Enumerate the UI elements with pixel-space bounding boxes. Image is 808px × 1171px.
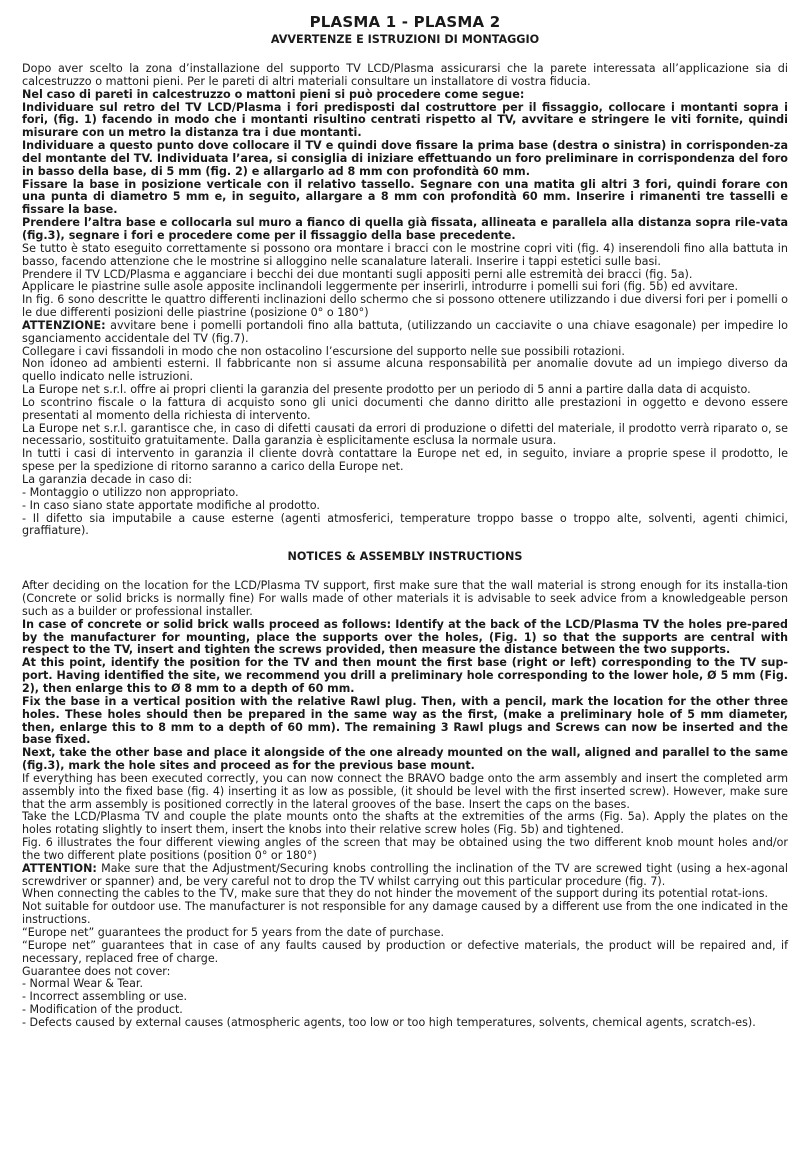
italian-paragraph-text: Se tutto è stato eseguito correttamente si possono ora montare i bracci con le mostrine copri viti (fig. 4) inserendoli fino alla battuta in basso, facendo attenzione che le mostrine si alloggino nelle scanalature laterali. Inserire i tappi estetici sulle basi. (22, 241, 788, 268)
italian-paragraph-text: La Europe net s.r.l. offre ai propri clienti la garanzia del presente prodotto per un periodo di 5 anni a partire dalla data di acquisto. (22, 383, 751, 397)
english-section (22, 549, 788, 1030)
italian-warning-label: ATTENZIONE: (22, 318, 106, 332)
italian-paragraph (22, 140, 788, 179)
english-paragraph (22, 901, 788, 927)
italian-paragraph-text: Lo scontrino fiscale o la fattura di acquisto sono gli unici documenti che danno diritto alle prestazioni in oggetto e devono essere presentati al momento della richiesta di intervento. (22, 395, 788, 422)
italian-paragraph (22, 397, 788, 423)
english-paragraph-text: “Europe net” guarantees the product for 5 years from the date of purchase. (22, 926, 444, 939)
italian-paragraph-text: - In caso siano state apportate modifiche al prodotto. (22, 498, 320, 512)
english-paragraph (22, 1017, 788, 1030)
english-warning-label: ATTENTION: (22, 861, 97, 875)
english-paragraph (22, 837, 788, 863)
italian-paragraph-text: La Europe net s.r.l. garantisce che, in caso di difetti causati da errori di produzione o difetti del materiale, il prodotto verrà riparato o, se necessario, sostituito gratuitamente. Dalla garanzia è esplicitamente esclusa la normale usura. (22, 421, 788, 448)
italian-paragraph (22, 320, 788, 346)
english-paragraph-text: Not suitable for outdoor use. The manufacturer is not responsible for any damage caused by a different use from the one indicated in the instructions. (22, 900, 788, 927)
english-paragraph-text: “Europe net” guarantees that in case of any faults caused by production or defective materials, the product will be repaired and, if necessary, replaced free of charge. (22, 938, 788, 965)
italian-paragraph-text: Applicare le piastrine sulle asole apposite inclinandoli leggermente per inserirli, introdurre i pomelli sui fori (fig. 5b) ed avvitare. (22, 280, 739, 294)
italian-paragraph-text: avvitare bene i pomelli portandoli fino alla battuta, (utilizzando un cacciavite o una chiave esagonale) per impedire lo sganciamento accidentale del TV (fig.7). (22, 318, 788, 345)
english-paragraph-text: Guarantee does not cover: (22, 964, 171, 978)
italian-paragraph-text: Fissare la base in posizione verticale con il relativo tassello. Segnare con una matita gli altri 3 fori, quindi forare con una punta di diametro 5 mm e, in seguito, allargare a 8 mm con profondità 60 mm. Inserire i rimanenti tre tasselli e fissare la base. (22, 177, 788, 217)
italian-paragraph-text: Collegare i cavi fissandoli in modo che non ostacolino l’escursione del supporto nelle sue possibili rotazioni. (22, 344, 625, 358)
italian-paragraph (22, 358, 788, 384)
italian-section (22, 32, 788, 538)
english-paragraph (22, 696, 788, 747)
italian-paragraph-text: Individuare a questo punto dove collocare il TV e quindi dove fissare la prima base (destra o sinistra) in corrisponden-za del montante del TV. Individuata l’area, si consiglia di iniziare effettuando un foro preliminare in corrispondenza del foro in basso della base, di 5 mm (fig. 2) e allargarlo ad 8 mm con profondità 60 mm. (22, 139, 788, 178)
italian-paragraph-text: Dopo aver scelto la zona d’installazione del supporto TV LCD/Plasma assicurarsi che la parete interessata all’applicazione sia di calcestruzzo o mattoni pieni. Per le pareti di altri materiali consultare un installatore di vostra fiducia. (22, 62, 788, 88)
italian-paragraph-text: Prendere l’altra base e collocarla sul muro a fianco di quella già fissata, allineata e parallela alla distanza sopra rile-vata (fig.3), segnare i fori e procedere come per il fissaggio della base precedente. (22, 216, 788, 242)
english-paragraph-text: After deciding on the location for the LCD/Plasma TV support, first make sure that the wall material is strong enough for its installa-tion (Concrete or solid bricks is normally fine) For walls made of other materials it is advisable to seek advice from a knowledgeable person such as a builder or professional installer. (22, 579, 788, 618)
italian-paragraph-text: Nel caso di pareti in calcestruzzo o mattoni pieni si può procedere come segue: (22, 87, 525, 101)
italian-paragraph-text: - Montaggio o utilizzo non appropriato. (22, 485, 239, 499)
italian-paragraph-text: Non idoneo ad ambienti esterni. Il fabbricante non si assume alcuna responsabilità per anomalie dovute ad un impiego diverso da quello indicato nelle istruzioni. (22, 357, 788, 384)
italian-paragraph (22, 423, 788, 449)
italian-paragraph-text: In tutti i casi di intervento in garanzia il cliente dovrà contattare la Europe net ed, in seguito, inviare a proprie spese il prodotto, le spese per la spedizione di ritorno saranno a carico della Europe net. (22, 447, 788, 474)
italian-paragraph (22, 243, 788, 269)
italian-paragraph-text: Individuare sul retro del TV LCD/Plasma i fori predisposti dal costruttore per il fissaggio, collocare i montanti sopra i fori, (fig. 1) facendo in modo che i montanti risultino centrati rispetto al TV, avvitare e stringere le viti fornite, quindi misurare con un metro la distanza tra i due montanti. (22, 100, 788, 140)
english-paragraph (22, 940, 788, 966)
italian-paragraph (22, 63, 788, 89)
english-paragraph (22, 863, 788, 889)
italian-paragraph (22, 513, 788, 539)
english-paragraph-text: - Incorrect assembling or use. (22, 990, 188, 1004)
english-heading: NOTICES & ASSEMBLY INSTRUCTIONS (287, 550, 523, 564)
italian-paragraph-text: In fig. 6 sono descritte le quattro differenti inclinazioni dello schermo che si possono ottenere utilizzando i due diversi fori per i pomelli o le due differenti posizioni delle piastrine (posizione 0° o 180°) (22, 293, 788, 320)
english-paragraph-text: Make sure that the Adjustment/Securing knobs controlling the inclination of the TV are screwed tight (using a hex-agonal screwdriver or spanner) and, be very careful not to drop the TV whilst carrying out this particular procedure (fig. 7). (22, 861, 788, 888)
english-paragraph (22, 580, 788, 619)
english-paragraph-text: - Defects caused by external causes (atmospheric agents, too low or too high temperatures, solvents, chemical agents, scratch-es). (22, 1015, 756, 1029)
english-paragraph-text: Fig. 6 illustrates the four different viewing angles of the screen that may be obtained using the two different knob mount holes and/or the two different plate positions (position 0° or 180°) (22, 836, 788, 862)
english-paragraph (22, 747, 788, 773)
english-paragraph-text: If everything has been executed correctly, you can now connect the BRAVO badge onto the arm assembly and insert the completed arm assembly into the fixed base (fig. 4) inserting it as low as possible, (it should be level with the first inserted screw). However, make sure that the arm assembly is positioned correctly in the lateral grooves of the base. Insert the caps on the bases. (22, 771, 788, 811)
english-paragraph-text: - Modification of the product. (22, 1003, 183, 1017)
italian-paragraph (22, 294, 788, 320)
english-paragraph (22, 657, 788, 696)
english-paragraph-text: Fix the base in a vertical position with the relative Rawl plug. Then, with a pencil, mark the location for the other three holes. These holes should then be prepared in the same way as the first, (make a preliminary hole of 5 mm diameter, then, enlarge this to 8 mm to a depth of 60 mm). The remaining 3 Rawl plugs and Screws can now be inserted and the base fixed. (22, 694, 788, 747)
english-paragraph (22, 619, 788, 658)
italian-paragraph (22, 217, 788, 243)
english-paragraph-text: - Normal Wear & Tear. (22, 977, 143, 991)
italian-paragraph-text: La garanzia decade in caso di: (22, 473, 193, 486)
english-paragraph-text: In case of concrete or solid brick walls proceed as follows: Identify at the back of the LCD/Plasma TV the holes pre-pared by the manufacturer for mounting, place the supports over the holes, (Fig. 1) so that the supports are central with respect to the TV, insert and tighten the screws provided, then measure the distance between the two supports. (22, 617, 788, 657)
italian-body (22, 63, 788, 538)
english-paragraph-text: Next, take the other base and place it alongside of the one already mounted on the wall, aligned and parallel to the same (fig.3), mark the hole sites and proceed as for the previous base mount. (22, 746, 788, 773)
english-paragraph-text: Take the LCD/Plasma TV and couple the plate mounts onto the shafts at the extremities of the arms (Fig. 5a). Apply the plates on the holes rotating slightly to insert them, insert the knobs into their relative screw holes (Fig. 5b) and tightened. (22, 810, 788, 837)
italian-paragraph (22, 179, 788, 218)
document-title: PLASMA 1 - PLASMA 2 (309, 13, 501, 31)
italian-paragraph (22, 448, 788, 474)
english-paragraph-text: When connecting the cables to the TV, make sure that they do not hinder the movement of the support during its potential rotat-ions. (22, 887, 769, 901)
english-paragraph (22, 773, 788, 812)
english-paragraph (22, 811, 788, 837)
english-paragraph-text: At this point, identify the position for the TV and then mount the first base (right or left) corresponding to the TV sup-port. Having identified the site, we recommend you drill a preliminary hole corresponding to the lower hole, Ø 5 mm (Fig. 2), then enlarge this to Ø 8 mm to a depth of 60 mm. (22, 656, 788, 695)
italian-paragraph-text: - Il difetto sia imputabile a cause esterne (agenti atmosferici, temperature troppo basse o troppo alte, solventi, agenti chimici, graffiature). (22, 511, 788, 538)
english-body (22, 580, 788, 1030)
italian-paragraph (22, 102, 788, 141)
italian-heading: AVVERTENZE E ISTRUZIONI DI MONTAGGIO (270, 33, 540, 46)
italian-paragraph-text: Prendere il TV LCD/Plasma e agganciare i becchi dei due montanti sugli appositi perni alle estremità dei bracci (fig. 5a). (22, 267, 693, 281)
